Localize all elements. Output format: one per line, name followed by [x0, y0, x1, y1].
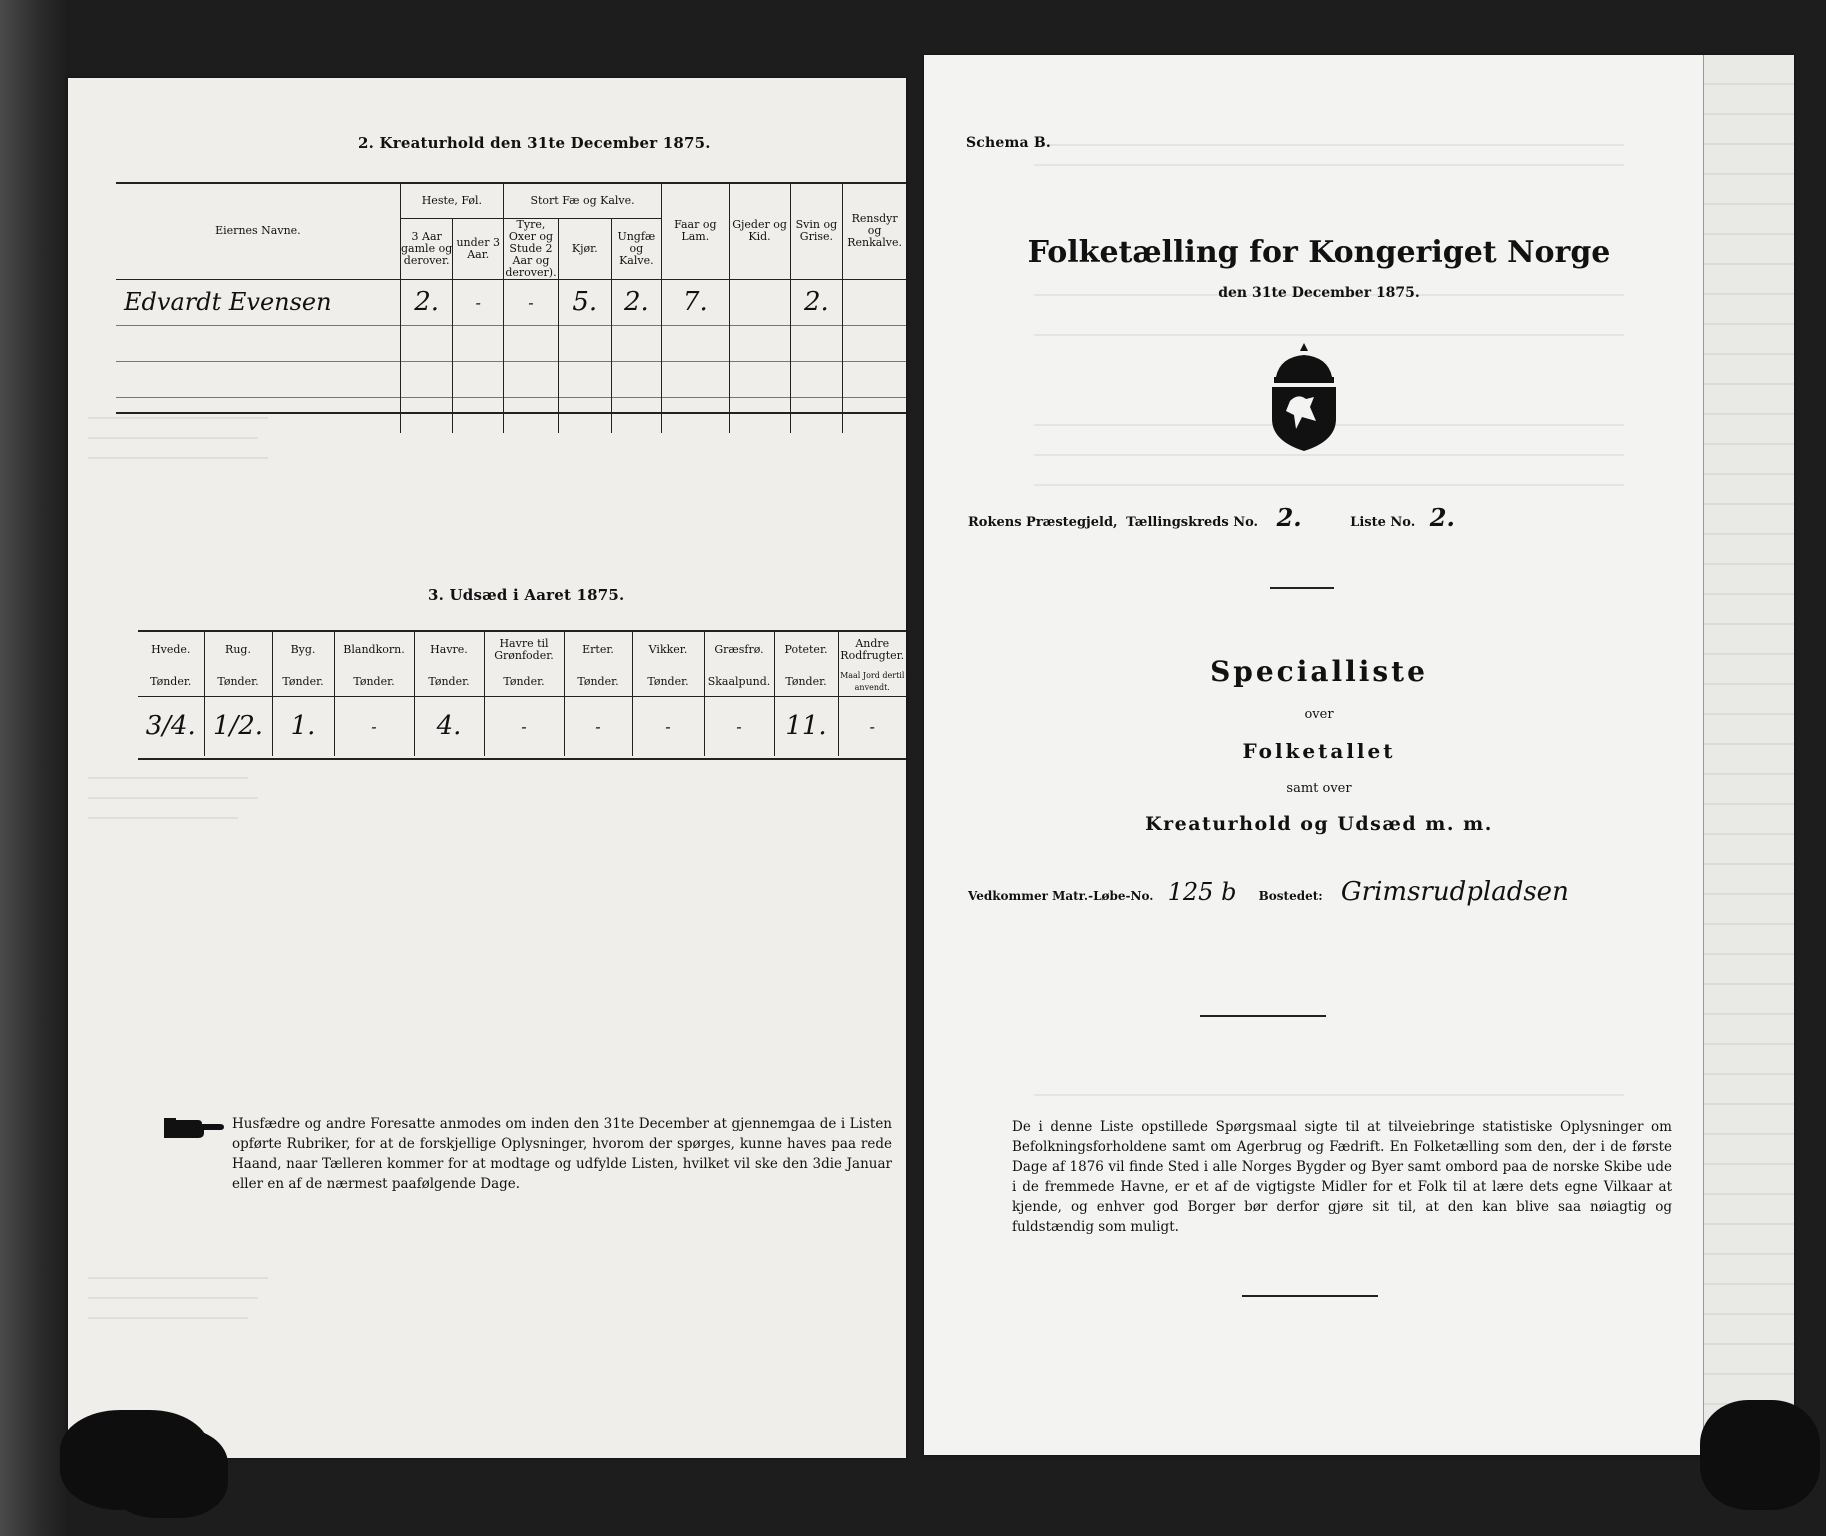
scan-background-edge	[0, 0, 70, 1536]
livestock-value-cell: -	[453, 279, 504, 325]
census-date: den 31te December 1875.	[1218, 285, 1420, 301]
over-text: over	[1304, 707, 1334, 722]
seed-value-cell: 4.	[414, 696, 484, 756]
livestock-table	[116, 184, 906, 433]
seed-value-cell: -	[838, 696, 906, 756]
samt-over-text: samt over	[1286, 781, 1352, 796]
left-page	[68, 78, 906, 1458]
schema-label: Schema B.	[966, 135, 1051, 151]
cows-header: Kjør.	[558, 218, 611, 279]
goats-header: Gjeder og Kid.	[729, 184, 790, 279]
right-page	[924, 55, 1794, 1455]
horses-header: Heste, Føl.	[400, 184, 503, 218]
seed-value-cell: -	[484, 696, 564, 756]
reindeer-header: Rensdyr og Renkalve.	[843, 184, 906, 279]
seed-col-header: Andre Rodfrugter.	[838, 632, 906, 668]
blank-cell	[116, 325, 400, 361]
seed-unit-header: Tønder.	[564, 668, 632, 696]
blank-cell	[116, 361, 400, 397]
binder-clip-left	[60, 1410, 210, 1510]
norway-coat-of-arms-icon	[1264, 341, 1344, 453]
livestock-heading: 2. Kreaturhold den 31te December 1875.	[358, 134, 711, 152]
pointing-hand-icon	[164, 1114, 224, 1142]
seed-unit-header: Tønder.	[334, 668, 414, 696]
notice-text: Husfædre og andre Foresatte anmodes om inden den 31te December at gjennemgaa de i Listen opførte Rubriker, for at de forskjellige Oplysninger, hvorom der spørges, kunne haves paa rede Haand, naar Tælleren kommer for at modtage og udfylde Listen, hvilket vil ske den 3die Januar eller en af de nærmest paafølgende Dage.	[232, 1116, 892, 1192]
seed-unit-header: Tønder.	[272, 668, 334, 696]
seed-table-bottom-rule	[138, 758, 906, 760]
seed-unit-header: Tønder.	[632, 668, 704, 696]
seed-col-header: Havre.	[414, 632, 484, 668]
list-label: Liste No.	[1350, 515, 1416, 530]
seed-value-cell: -	[334, 696, 414, 756]
livestock-value-cell: 2.	[400, 279, 453, 325]
seed-value-cell: 11.	[774, 696, 838, 756]
bosted-label: Bostedet:	[1258, 889, 1323, 903]
livestock-value-cell: 2.	[790, 279, 843, 325]
livestock-table-bottom-rule	[116, 412, 906, 414]
location-line	[968, 503, 1455, 532]
owner-name-cell: Edvardt Evensen	[124, 288, 332, 316]
seed-unit-header: Tønder.	[774, 668, 838, 696]
blank-cell	[116, 397, 400, 433]
list-value: 2.	[1429, 503, 1455, 532]
seed-col-header: Græsfrø.	[704, 632, 774, 668]
seed-unit-header: Maal Jord dertil anvendt.	[838, 668, 906, 696]
divider-rule	[1270, 587, 1334, 589]
seed-col-header: Hvede.	[151, 643, 191, 656]
matrikkel-line	[968, 877, 1569, 907]
folketallet-text: Folketallet	[1242, 739, 1396, 763]
seed-value-cell: -	[632, 696, 704, 756]
bulls-oxen-header: Tyre, Oxer og Stude 2 Aar og derover).	[505, 217, 557, 279]
seed-unit-header: Tønder.	[204, 668, 272, 696]
livestock-value-cell	[729, 279, 790, 325]
livestock-value-cell: 5.	[558, 279, 611, 325]
seed-col-header: Poteter.	[774, 632, 838, 668]
bosted-value: Grimsrudpladsen	[1340, 877, 1569, 907]
seed-value-cell: 1.	[272, 696, 334, 756]
young-cattle-header: Ungfæ og Kalve.	[611, 218, 662, 279]
seed-unit-header: Tønder.	[150, 674, 192, 688]
district-value: 2.	[1276, 503, 1302, 532]
livestock-seed-subtitle: Kreaturhold og Udsæd m. m.	[1145, 813, 1493, 835]
district-label: Tællingskreds No.	[1126, 515, 1259, 530]
seed-unit-header: Skaalpund.	[704, 668, 774, 696]
seed-col-header: Havre til Grønfoder.	[484, 632, 564, 668]
footer-explanation-text: De i denne Liste opstillede Spørgsmaal sigte til at tilveiebringe statistiske Oplysninger om Befolkningsforholdene samt om Agerbrug og Fædrift. En Folketælling som den, der i de første Dage af 1876 vil finde Sted i alle Norges Bygder og Byer samt ombord paa de norske Skibe ude i de fremmede Havne, er et af de vigtigste Midler for et Folk til at lære dets egne Vilkaar at kjende, og enhver god Borger bør derfor gjøre sit til, at den kan blive saa nøiagtig og fuldstændig som muligt.	[1012, 1119, 1672, 1235]
pigs-header: Svin og Grise.	[790, 184, 843, 279]
seed-col-header: Blandkorn.	[334, 632, 414, 668]
livestock-value-cell: 2.	[611, 279, 662, 325]
seed-col-header: Erter.	[564, 632, 632, 668]
divider-rule	[1200, 1015, 1326, 1017]
livestock-value-cell: 7.	[662, 279, 729, 325]
seed-table	[138, 632, 906, 756]
sheep-header: Faar og Lam.	[662, 184, 729, 279]
binder-clip-right	[1700, 1400, 1820, 1510]
seed-unit-header: Tønder.	[414, 668, 484, 696]
seed-heading: 3. Udsæd i Aaret 1875.	[428, 586, 625, 604]
seed-col-header: Byg.	[272, 632, 334, 668]
horses-under3-header: under 3 Aar.	[453, 218, 504, 279]
seed-value-cell: -	[564, 696, 632, 756]
livestock-value-cell: -	[503, 279, 558, 325]
cattle-header: Stort Fæ og Kalve.	[503, 184, 661, 218]
seed-value-cell: -	[704, 696, 774, 756]
seed-col-header: Rug.	[204, 632, 272, 668]
seed-col-header: Vikker.	[632, 632, 704, 668]
matrikkel-value: 125 b	[1167, 878, 1237, 906]
seed-value-cell: 3/4.	[145, 711, 196, 742]
special-list-title: Specialliste	[1210, 655, 1428, 688]
divider-rule	[1242, 1295, 1378, 1297]
parish-label: Rokens Præstegjeld,	[968, 515, 1118, 530]
owner-header: Eiernes Navne.	[215, 224, 301, 238]
seed-unit-header: Tønder.	[484, 668, 564, 696]
matrikkel-label: Vedkommer Matr.-Løbe-No.	[968, 889, 1154, 903]
seed-value-cell: 1/2.	[204, 696, 272, 756]
horses-3yr-header: 3 Aar gamle og derover.	[400, 218, 453, 279]
census-title: Folketælling for Kongeriget Norge	[1027, 235, 1611, 270]
